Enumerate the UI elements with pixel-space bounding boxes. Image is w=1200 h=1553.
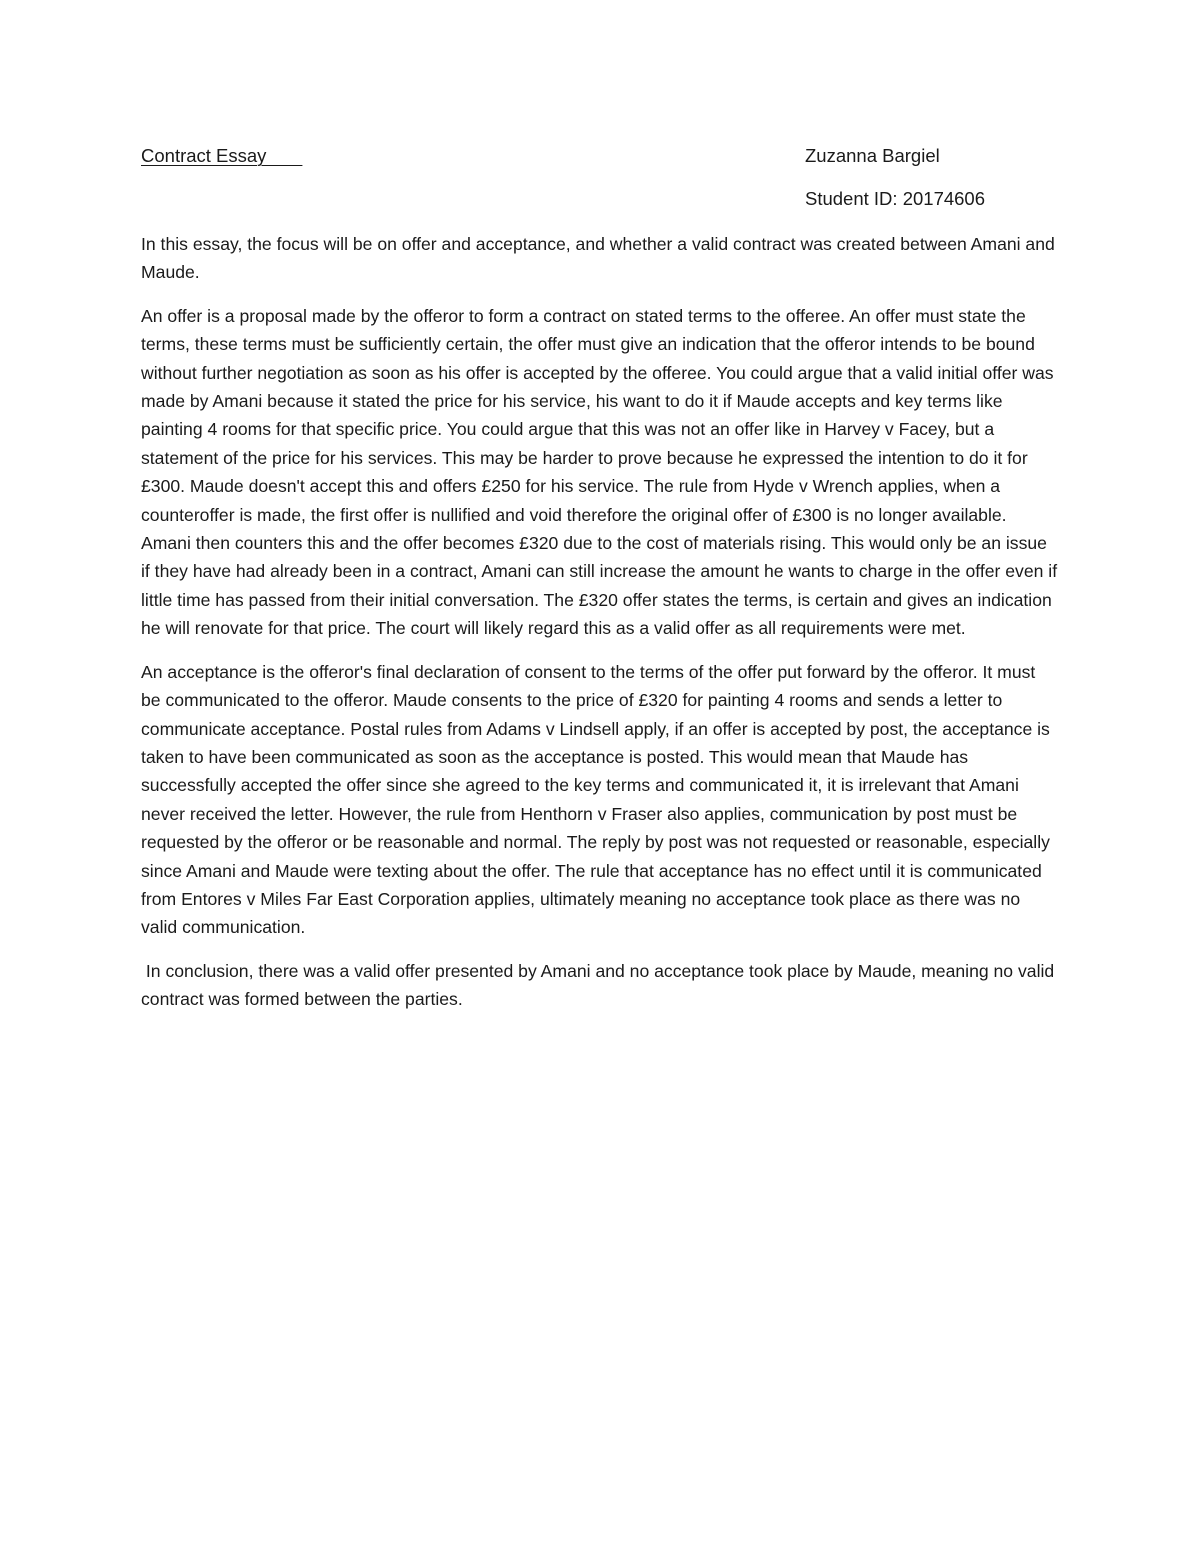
author-name: Zuzanna Bargiel bbox=[805, 145, 940, 166]
student-id-label: Student ID: bbox=[805, 188, 898, 209]
essay-header bbox=[141, 144, 1061, 174]
intro-paragraph: In this essay, the focus will be on offer and acceptance, and whether a valid contract was created between Amani and Maude. bbox=[141, 234, 1055, 283]
student-id-line bbox=[805, 187, 985, 211]
essay-body bbox=[141, 230, 1059, 1029]
conclusion-paragraph: In conclusion, there was a valid offer presented by Amani and no acceptance took place by Maude, meaning no valid contract was formed between the parties. bbox=[141, 960, 1060, 1010]
student-id-value: 20174606 bbox=[902, 188, 986, 209]
essay-title: Contract Essay bbox=[141, 145, 303, 166]
acceptance-paragraph: An acceptance is the offeror's final declaration of consent to the terms of the offer put forward by the offeror. It must be communicated to the offeror. Maude consents to the price of £320 for painting 4 rooms and sends a letter to communicate acceptance. Postal rules from Adams v Lindsell apply, if an offer is accepted by post, the acceptance is taken to have been communicated as soon as the acceptance is posted. This would mean that Maude has successfully accepted the offer since she agreed to the key terms and communicated it, it is irrelevant that Amani never received the letter. However, the rule from Henthorn v Fraser also applies, communication by post must be requested by the offeror or be reasonable and normal. The reply by post was not requested or reasonable, especially since Amani and Maude were texting about the offer. The rule that acceptance has no effect until it is communicated from Entores v Miles Far East Corporation applies, ultimately meaning no acceptance took place as there was no valid communication. bbox=[141, 661, 1050, 938]
offer-paragraph: An offer is a proposal made by the offeror to form a contract on stated terms to the offeree. An offer must state the terms, these terms must be sufficiently certain, the offer must give an indication that the offeror intends to be bound without further negotiation as soon as his offer is accepted by the offeree. You could argue that a valid initial offer was made by Amani because it stated the price for his service, his want to do it if Maude accepts and key terms like painting 4 rooms for that specific price. You could argue that this was not an offer like in Harvey v Facey, but a statement of the price for his services. This may be harder to prove because he expressed the intention to do it for £300. Maude doesn't accept this and offers £250 for his service. The rule from Hyde v Wrench applies, when a counteroffer is made, the first offer is nullified and void therefore the original offer of £300 is no longer available. Amani then counters this and the offer becomes £320 due to the cost of materials rising. This would only be an issue if they have had already been in a contract, Amani can still increase the amount he wants to charge in the offer even if little time has passed from their initial conversation. The £320 offer states the terms, is certain and gives an indication he will renovate for that price. The court will likely regard this as a valid offer as all requirements were met. bbox=[141, 305, 1058, 639]
